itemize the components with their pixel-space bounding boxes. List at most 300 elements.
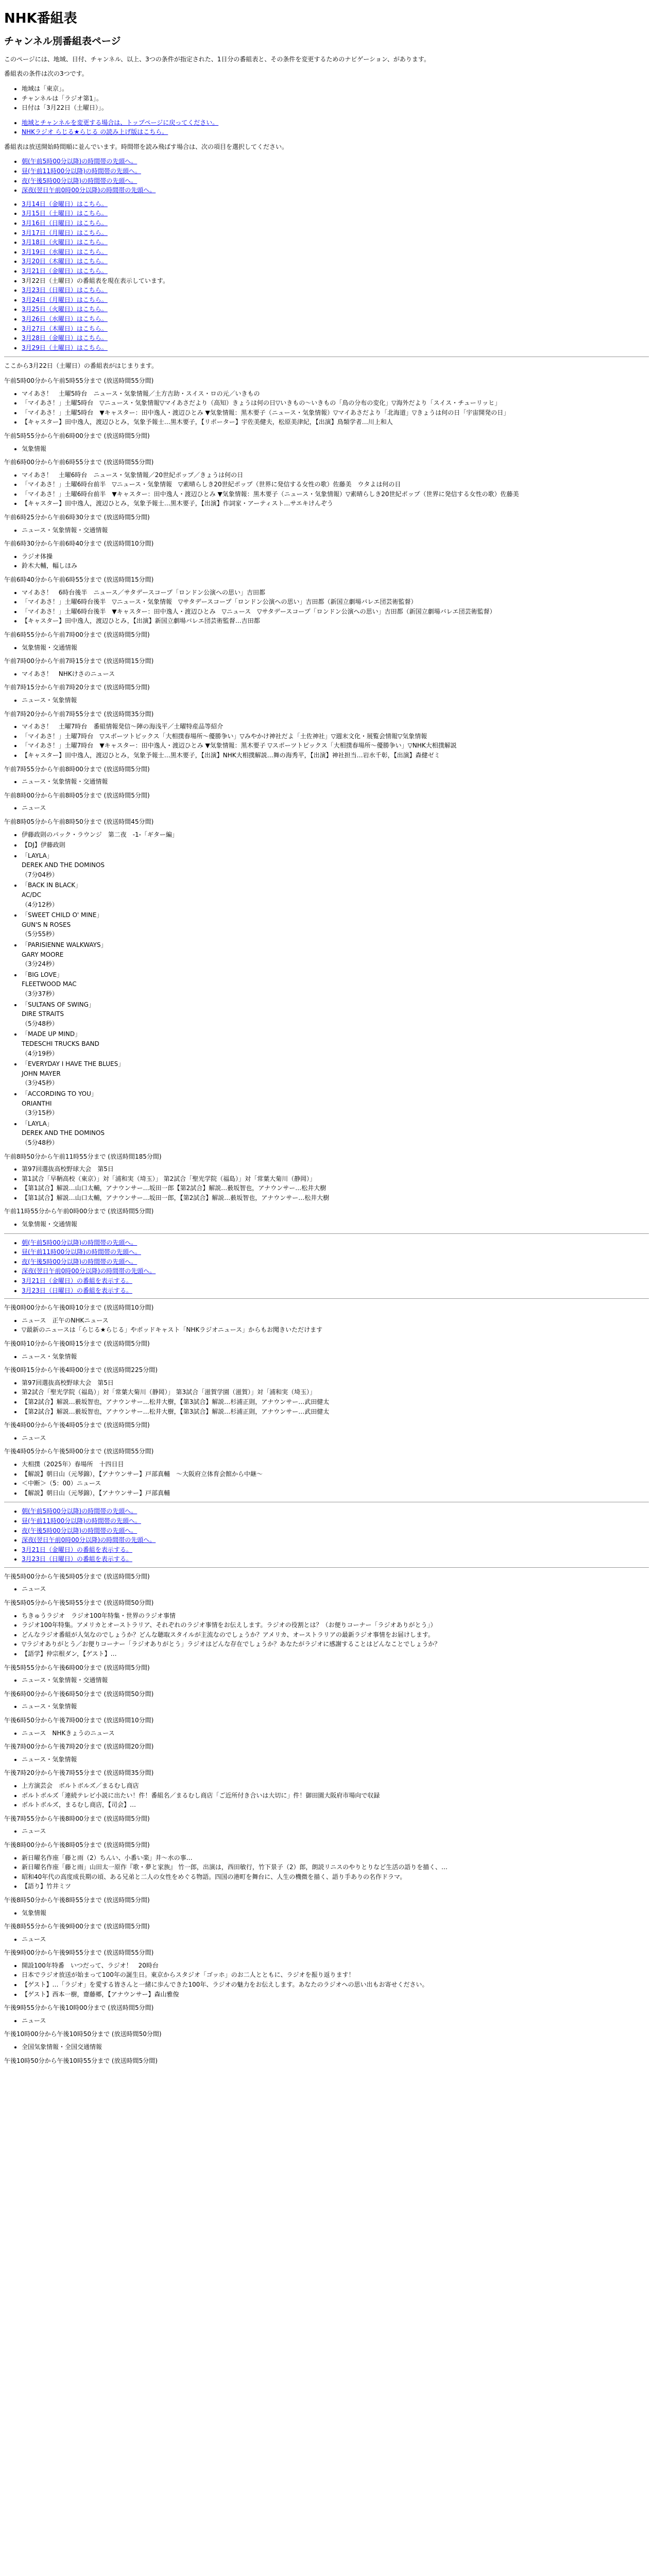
divider	[4, 1567, 649, 1568]
slot-time: 午後7時20分から午後7時55分まで (放送時間35分間)	[4, 1769, 154, 1777]
list-item	[22, 1535, 649, 1545]
program-slot	[4, 1689, 649, 1711]
program-line: • ニュース	[22, 2016, 649, 2026]
program-details	[4, 444, 649, 454]
program-line: • ＜中断＞（5：00）ニュース	[22, 1479, 649, 1488]
program-line: • 【キャスター】田中逸人，渡辺ひとみ，気象予報士…黒木要子，【出演】作詞家・アーティスト…サエキけんぞう	[22, 499, 649, 509]
program-line: • 日本でラジオ放送が始まって100年の誕生日。東京からスタジオ「ゴッホ」のお二人とともに、ラジオを振り返ります！	[22, 1970, 649, 1980]
list-item	[22, 228, 649, 238]
time-band-nav	[4, 157, 649, 195]
list-item	[22, 218, 649, 228]
program-line: • ニュース・気象情報・交通情報	[22, 526, 649, 535]
program-slot	[4, 1840, 649, 1891]
program-details	[4, 470, 649, 509]
change-links	[4, 118, 649, 137]
program-line: • マイあさ！ 土曜6時台 ニュース・気象情報／20世紀ポップ／きょうは何の日	[22, 470, 649, 480]
program-slot	[4, 1303, 649, 1335]
schedule-section-morning	[4, 376, 649, 813]
program-line: • ちきゅうラジオ ラジオ100年特集・世界のラジオ事情	[22, 1611, 649, 1621]
section-nav-link[interactable]: 3月21日（金曜日）の番組を表示する。	[22, 1546, 132, 1553]
slot-time: 午前7時20分から午前7時55分まで (放送時間35分間)	[4, 710, 154, 718]
track-title: • 「PARISIENNE WALKWAYS」	[22, 941, 107, 949]
date-link[interactable]: 3月28日（金曜日）はこちら。	[22, 334, 108, 342]
program-details	[4, 669, 649, 679]
program-details	[4, 722, 649, 760]
program-slot	[4, 1598, 649, 1659]
program-details	[4, 1316, 649, 1335]
condition-region: • 地域は「東京」。	[22, 84, 649, 94]
slot-time: 午前6時00分から午前6時55分まで (放送時間55分間)	[4, 459, 154, 466]
track-title: • 「ACCORDING TO YOU」	[22, 1090, 97, 1097]
program-details	[4, 1702, 649, 1711]
program-line: • 【第2試合】解説…薮坂智也，アナウンサー…松井大樹，【第3試合】解説…杉浦正則，アナウンサー…武田健太	[22, 1407, 649, 1417]
program-line: • 気象情報・交通情報	[22, 643, 649, 653]
page-title: NHK番組表	[4, 11, 77, 26]
track-item	[22, 970, 649, 999]
program-slot	[4, 1572, 649, 1594]
program-slot	[4, 1420, 649, 1443]
track-artist: ORIANTHI	[22, 1099, 52, 1107]
program-line: • ニュース	[22, 1584, 649, 1594]
conditions-intro: 番組表の条件は次の3つです。	[4, 70, 88, 78]
slot-time: 午前7時00分から午前7時15分まで (放送時間15分間)	[4, 657, 154, 665]
slot-time: 午後0時10分から午後0時15分まで (放送時間5分間)	[4, 1340, 150, 1348]
program-slot	[4, 2003, 649, 2025]
program-slot	[4, 765, 649, 787]
program-details	[4, 1961, 649, 1999]
program-details	[4, 389, 649, 427]
toc-intro: 番組表は放送開始時間順に並んでいます。時間帯を読み飛ばす場合は、次の項目を選択してください。	[4, 143, 288, 150]
nav-morning-link[interactable]: 朝(午前5時00分以降)の時間帯の先頭へ。	[22, 158, 138, 165]
program-details	[4, 552, 649, 571]
program-slot	[4, 1948, 649, 1999]
track-item	[22, 1089, 649, 1118]
program-line: • ニュース	[22, 1935, 649, 1944]
slot-time: 午前6時30分から午前6時40分まで (放送時間10分間)	[4, 540, 154, 548]
track-item	[22, 1119, 649, 1148]
program-slot	[4, 1207, 649, 1229]
section-nav-link[interactable]: 昼(午前11時00分以降)の時間帯の先頭へ。	[22, 1248, 141, 1256]
program-line: • 「マイあさ！」土曜5時台 ▼キャスター：田中逸人・渡辺ひとみ ▼気象情報：黒木要子（ニュース・気象情報）▽マイあさだより「北海道」▽きょうは何の日「宇宙開発の日」	[22, 408, 649, 418]
list-item	[22, 238, 649, 247]
list-item	[22, 1545, 649, 1555]
program-line: • 第1試合「早鞆高校（東京）」対「浦和実（埼玉）」 第2試合「聖光学院（福島）」対「常葉大菊川（静岡）」	[22, 1174, 649, 1184]
program-line: • 昭和40年代の高度成長期の頃、ある兄弟と二人の女性をめぐる物語。四国の港町を舞台に、人生の機微を描く、語り手ありの名作ドラマ。	[22, 1872, 649, 1882]
list-item	[22, 285, 649, 295]
program-slot	[4, 1365, 649, 1416]
program-line: • 上方演芸会 ボルトボルズ／まるむし商店	[22, 1781, 649, 1791]
list-item	[22, 118, 649, 128]
program-details	[4, 1433, 649, 1443]
program-line: • ラジオ体操	[22, 552, 649, 562]
section-nav-link[interactable]: 3月21日（金曜日）の番組を表示する。	[22, 1277, 132, 1285]
program-details	[4, 1611, 649, 1659]
program-line: • 【語り】竹井ミツ	[22, 1882, 649, 1891]
track-title: • 「BACK IN BLACK」	[22, 882, 82, 889]
track-duration: （3分24秒）	[22, 960, 58, 968]
date-link[interactable]: 3月27日（木曜日）はこちら。	[22, 325, 108, 332]
program-line: • マイあさ！ NHKけさのニュース	[22, 669, 649, 679]
program-line: • ニュース・気象情報・交通情報	[22, 777, 649, 787]
track-title: • 「MADE UP MIND」	[22, 1030, 81, 1038]
program-details	[4, 1935, 649, 1944]
program-details	[4, 696, 649, 705]
program-title: • 伊藤政則のパック・ラウンジ 第二夜 -1-「ギター編」	[22, 830, 649, 840]
program-slot	[4, 791, 649, 813]
date-link[interactable]: 3月21日（金曜日）はこちら。	[22, 267, 108, 275]
program-line: • ニュース	[22, 1433, 649, 1443]
program-line: • どんなラジオ番組が人気なのでしょうか？どんな聴取スタイルが主流なのでしょうか？アメリカ、オーストラリアの最新ラジオ事情をお届けします。	[22, 1630, 649, 1640]
divider	[4, 1298, 649, 1299]
program-slot	[4, 1768, 649, 1809]
program-line: • ニュース	[22, 803, 649, 813]
program-details	[4, 777, 649, 787]
program-slot	[4, 1339, 649, 1361]
program-line: • 【第1試合】解説…山口太輔，アナウンサー…坂田一郎，【第2試合】解説…薮坂智也，アナウンサー…松井大樹	[22, 1193, 649, 1203]
program-details	[4, 1675, 649, 1685]
track-duration: （3分37秒）	[22, 990, 58, 998]
program-details	[4, 1908, 649, 1918]
program-details	[4, 1781, 649, 1810]
list-item	[22, 304, 649, 314]
slot-time: 午後5時05分から午後5時55分まで (放送時間50分間)	[4, 1599, 154, 1607]
program-details	[4, 2042, 649, 2052]
slot-time: 午後7時55分から午後8時00分まで (放送時間5分間)	[4, 1815, 150, 1822]
list-item	[22, 276, 649, 286]
slot-time: 午前8時50分から午前11時55分まで (放送時間185分間)	[4, 1153, 162, 1160]
section-nav-link[interactable]: 朝(午前5時00分以降)の時間帯の先頭へ。	[22, 1239, 138, 1246]
slot-time: 午前8時05分から午前8時50分まで (放送時間45分間)	[4, 818, 154, 825]
program-line: • 気象情報	[22, 444, 649, 454]
list-item	[22, 1266, 649, 1276]
track-artist: DEREK AND THE DOMINOS	[22, 1129, 105, 1137]
list-item	[22, 199, 649, 209]
program-line: • 「マイあさ！」土曜5時台 ▽ニュース・気象情報▽マイあさだより（高知）きょうは何の日▽いきもの～いきもの「鳥の分布の変化」▽海外だより「スイス・チューリッヒ」	[22, 398, 649, 408]
section-nav-link[interactable]: 昼(午前11時00分以降)の時間帯の先頭へ。	[22, 1517, 141, 1524]
playlist	[4, 830, 649, 1148]
slot-time: 午前11時55分から午前0時00分まで (放送時間5分間)	[4, 1208, 154, 1215]
page-subtitle: チャンネル別番組表ページ	[4, 36, 121, 47]
program-line: • 開設100年特番 いつだって、ラジオ！ 20時台	[22, 1961, 649, 1971]
track-item	[22, 1000, 649, 1029]
track-duration: （4分19秒）	[22, 1049, 58, 1057]
program-details	[4, 2016, 649, 2026]
condition-channel: • チャンネルは「ラジオ第1」。	[22, 94, 649, 104]
track-item	[22, 910, 649, 939]
program-details	[4, 1460, 649, 1498]
list-item	[22, 324, 649, 334]
program-line: • 【解説】朝日山（元琴錦），【アナウンサー】戸部真輔 ～大阪府立体育会館から中継～	[22, 1469, 649, 1479]
program-line: • 気象情報	[22, 1908, 649, 1918]
program-details	[4, 588, 649, 626]
section-nav-link[interactable]: 深夜(翌日午前0時00分以降)の時間帯の先頭へ。	[22, 1536, 156, 1544]
list-item	[22, 343, 649, 353]
program-line: • ニュース・気象情報・交通情報	[22, 1675, 649, 1685]
track-duration: （4分12秒）	[22, 901, 58, 908]
program-details	[4, 1826, 649, 1836]
program-line: • ニュース・気象情報	[22, 1755, 649, 1765]
radiru-link[interactable]: NHKラジオ らじる★らじる の読み上げ版はこちら。	[22, 128, 168, 136]
slot-time: 午後0時00分から午後0時10分まで (放送時間10分間)	[4, 1304, 154, 1312]
list-item	[22, 1516, 649, 1526]
slot-time: 午後5時55分から午後6時00分まで (放送時間5分間)	[4, 1664, 150, 1671]
program-line: • ニュース NHKきょうのニュース	[22, 1728, 649, 1738]
program-slot	[4, 630, 649, 652]
program-line: • 新日曜名作座「藤と雨」山田太一原作『歌・夢と家族』 竹一郎，出演は，西田敏行，竹下景子（2）郎，朗読リニスのやりとりなど生活の語りを描く、…	[22, 1862, 649, 1872]
program-slot	[4, 656, 649, 679]
slot-time: 午前6時40分から午前6時55分まで (放送時間15分間)	[4, 576, 154, 584]
program-dj: • 【DJ】伊藤政則	[22, 840, 649, 850]
list-item	[22, 1526, 649, 1536]
section-nav-link[interactable]: 朝(午前5時00分以降)の時間帯の先頭へ。	[22, 1507, 138, 1515]
program-line: • 「マイあさ！」土曜6時台前半 ▽ニュース・気象情報 ▽素晴らしき20世紀ポップ（世界に発信する女性の歌）佐藤美 ウタよは何の日	[22, 480, 649, 489]
date-link[interactable]: 3月19日（水曜日）はこちら。	[22, 248, 108, 256]
program-details	[4, 1584, 649, 1594]
track-title: • 「SULTANS OF SWING」	[22, 1001, 95, 1008]
track-item	[22, 1029, 649, 1058]
program-slot	[4, 1447, 649, 1498]
program-slot	[4, 513, 649, 535]
program-details	[4, 1378, 649, 1416]
conditions-list	[4, 84, 649, 113]
program-slot	[4, 575, 649, 626]
slot-time: 午後9時00分から午後9時55分まで (放送時間55分間)	[4, 1949, 154, 1957]
date-link[interactable]: 3月25日（火曜日）はこちら。	[22, 306, 108, 313]
program-slot	[4, 1663, 649, 1685]
list-item	[22, 333, 649, 343]
section-nav-link[interactable]: 夜(午後5時00分以降)の時間帯の先頭へ。	[22, 1258, 138, 1265]
program-line: • 鈴木大輔，幅しほみ	[22, 561, 649, 571]
section-nav	[4, 1238, 649, 1296]
program-line: • ▽最新のニュースは「らじる★らじる」やポッドキャスト「NHKラジオニュース」からもお聞きいただけます	[22, 1325, 649, 1335]
program-line: • 大相撲（2025年）春場所 十四日目	[22, 1460, 649, 1469]
list-item	[22, 176, 649, 186]
program-slot	[4, 431, 649, 453]
program-slot	[4, 1716, 649, 1738]
intro-text: このページには、地域、日付、チャンネル、以上、3つの条件が指定された、1日分の番組表と、その条件を変更するためのナビゲーション、があります。	[4, 55, 430, 63]
track-item	[22, 851, 649, 880]
program-details	[4, 526, 649, 535]
date-link[interactable]: 3月18日（火曜日）はこちら。	[22, 239, 108, 246]
list-item	[22, 127, 649, 137]
list-item	[22, 295, 649, 305]
program-slot	[4, 457, 649, 509]
list-item	[22, 1506, 649, 1516]
track-duration: （7分04秒）	[22, 871, 58, 878]
program-slot	[4, 817, 649, 1148]
program-slot	[4, 709, 649, 760]
list-item	[22, 1247, 649, 1257]
program-slot	[4, 1895, 649, 1918]
program-line: • 「マイあさ！」土曜6時台前半 ▼キャスター：田中逸人・渡辺ひとみ ▼気象情報：黒木要子（ニュース・気象情報）▽素晴らしき20世紀ポップ（世界に発信する女性の歌）佐藤美	[22, 489, 649, 499]
date-link[interactable]: 3月26日（水曜日）はこちら。	[22, 315, 108, 323]
track-artist: DEREK AND THE DOMINOS	[22, 861, 105, 869]
slot-time: 午後9時55分から午後10時00分まで (放送時間5分間)	[4, 2004, 154, 2012]
current-date-label: 3月22日（土曜日）の番組表を現在表示しています。	[22, 277, 169, 284]
list-item	[22, 1286, 649, 1296]
section-nav	[4, 1506, 649, 1564]
track-artist: GUN'S N ROSES	[22, 921, 71, 928]
program-slot	[4, 2029, 649, 2052]
program-line: • ニュース・気象情報	[22, 1352, 649, 1362]
program-line: • マイあさ！ 6時台後半 ニュース／サタデースコープ「ロンドン公演への思い」吉田都	[22, 588, 649, 598]
slot-time: 午後8時50分から午後8時55分まで (放送時間5分間)	[4, 1896, 150, 1904]
track-duration: （5分55秒）	[22, 930, 58, 938]
list-item	[22, 1238, 649, 1248]
program-line: • 【語学】仲宗根ダン，【ゲスト】…	[22, 1649, 649, 1659]
slot-time: 午前5時00分から午前5時55分まで (放送時間55分間)	[4, 377, 154, 384]
slot-time: 午後8時55分から午後9時00分まで (放送時間5分間)	[4, 1923, 150, 1930]
program-line: • 「マイあさ！」土曜6時台後半 ▽ニュース・気象情報 ▽サタデースコープ「ロンドン公演への思い」吉田都（新国立劇場バレエ団芸術監督）	[22, 597, 649, 607]
date-link[interactable]: 3月15日（土曜日）はこちら。	[22, 210, 108, 217]
date-link[interactable]: 3月24日（月曜日）はこちら。	[22, 296, 108, 303]
program-line: • ボルトボルズ，まるむし商店，【司会】…	[22, 1800, 649, 1810]
track-artist: JOHN MAYER	[22, 1070, 61, 1077]
date-link[interactable]: 3月14日（金曜日）はこちら。	[22, 200, 108, 208]
track-title: • 「LAYLA」	[22, 852, 53, 859]
slot-time: 午後7時00分から午後7時20分まで (放送時間20分間)	[4, 1743, 154, 1751]
track-title: • 「LAYLA」	[22, 1120, 53, 1127]
program-details	[4, 803, 649, 813]
list-item	[22, 1257, 649, 1267]
slot-time: 午後6時50分から午後7時00分まで (放送時間10分間)	[4, 1717, 154, 1724]
list-item	[22, 257, 649, 266]
date-link[interactable]: 3月17日（月曜日）はこちら。	[22, 229, 108, 236]
track-artist: GARY MOORE	[22, 951, 64, 958]
program-details	[4, 1755, 649, 1765]
schedule-section-afternoon	[4, 1303, 649, 1498]
slot-time: 午後4時05分から午後5時00分まで (放送時間55分間)	[4, 1448, 154, 1455]
program-line: • ニュース・気象情報	[22, 1702, 649, 1711]
list-item	[22, 185, 649, 195]
program-line: • 【キャスター】田中逸人，渡辺ひとみ，【出演】新国立劇場バレエ団芸術監督…吉田都	[22, 616, 649, 626]
section-nav-link[interactable]: 3月23日（日曜日）の番組を表示する。	[22, 1286, 132, 1294]
track-artist: DIRE STRAITS	[22, 1010, 64, 1018]
date-link[interactable]: 3月16日（日曜日）はこちら。	[22, 219, 108, 227]
program-line: • 「マイあさ！」土曜7時台 ▽スポーツトピックス「大相撲春場所～優勝争い」▽みやかけ神社だよ「土佐神社」▽週末文化・展覧会情報▽気象情報	[22, 732, 649, 741]
slot-time: 午後5時00分から午後5時05分まで (放送時間5分間)	[4, 1572, 150, 1580]
program-line: • 【解説】朝日山（元琴錦），【アナウンサー】戸部真輔	[22, 1488, 649, 1498]
track-duration: （3分15秒）	[22, 1109, 58, 1117]
program-slot	[4, 539, 649, 571]
program-line: • 第97回選抜高校野球大会 第5日	[22, 1164, 649, 1174]
program-line: • ニュース 正午のNHKニュース	[22, 1316, 649, 1326]
program-details	[4, 1853, 649, 1891]
list-item	[22, 266, 649, 276]
slot-time: 午前5時55分から午前6時00分まで (放送時間5分間)	[4, 432, 150, 439]
section-nav-link[interactable]: 夜(午後5時00分以降)の時間帯の先頭へ。	[22, 1527, 138, 1534]
program-slot	[4, 1742, 649, 1764]
program-line: • 全国気象情報・全国交通情報	[22, 2042, 649, 2052]
program-line: • 「マイあさ！」土曜6時台後半 ▼キャスター：田中逸人・渡辺ひとみ ▽ニュース ▽サタデースコープ「ロンドン公演への思い」吉田都（新国立劇場バレエ団芸術監督）	[22, 607, 649, 617]
slot-time: 午後10時50分から午後10時55分まで (放送時間5分間)	[4, 2057, 158, 2064]
slot-time: 午後4時00分から午後4時05分まで (放送時間5分間)	[4, 1421, 150, 1429]
nav-latenight-link[interactable]: 深夜(翌日午前0時00分以降)の時間帯の先頭へ。	[22, 187, 156, 194]
list-item	[22, 209, 649, 218]
program-line: • 「マイあさ！」土曜7時台 ▼キャスター：田中逸人・渡辺ひとみ ▼気象情報：黒木要子 ▽スポーツトピックス「大相撲春場所～優勝争い」▽NHK大相撲解説	[22, 741, 649, 751]
date-link[interactable]: 3月20日（木曜日）はこちら。	[22, 258, 108, 265]
program-line: • 【ゲスト】西本一樹，齋藤郷，【アナウンサー】森山雅俊	[22, 1990, 649, 1999]
slot-time: 午前6時55分から午前7時00分まで (放送時間5分間)	[4, 631, 150, 639]
slot-time: 午前8時00分から午前8時05分まで (放送時間5分間)	[4, 791, 150, 799]
program-line: • マイあさ！ 土曜5時台 ニュース・気象情報／土方吉助・スイス・ロの元／いきもの	[22, 389, 649, 399]
program-details	[4, 1164, 649, 1202]
slot-time: 午前7時55分から午前8時00分まで (放送時間5分間)	[4, 765, 150, 773]
program-line: • ▽ラジオありがとう／お便りコーナー「ラジオありがとう」ラジオはどんな存在でしょうか？あなたがラジオに感謝することはどんなことでしょうか？	[22, 1639, 649, 1649]
track-item	[22, 880, 649, 909]
track-title: • 「EVERYDAY I HAVE THE BLUES」	[22, 1060, 125, 1068]
list-item	[22, 314, 649, 324]
program-details	[4, 1219, 649, 1229]
nav-evening-link[interactable]: 夜(午後5時00分以降)の時間帯の先頭へ。	[22, 177, 138, 184]
program-line: • ニュース	[22, 1826, 649, 1836]
program-slot	[4, 1814, 649, 1836]
program-details	[4, 643, 649, 653]
program-slot	[4, 1152, 649, 1203]
program-slot	[4, 1922, 649, 1944]
list-item	[22, 247, 649, 257]
program-details	[4, 1352, 649, 1362]
program-line: • マイあさ！ 土曜7時台 番組情報発信～陣の海浅平／土曜特産品等紹介	[22, 722, 649, 732]
nav-noon-link[interactable]: 昼(午前11時00分以降)の時間帯の先頭へ。	[22, 167, 141, 175]
track-artist: FLEETWOOD MAC	[22, 980, 77, 988]
track-artist: AC/DC	[22, 891, 42, 899]
track-duration: （3分45秒）	[22, 1079, 58, 1087]
program-slot	[4, 2056, 649, 2066]
list-item	[22, 166, 649, 176]
program-slot	[4, 376, 649, 427]
program-line: • 【第1試合】解説…山口太輔，アナウンサー…坂田一郎【第2試合】解説…薮坂智也，アナウンサー…松井大樹	[22, 1183, 649, 1193]
program-line: • ニュース・気象情報	[22, 696, 649, 705]
track-duration: （5分48秒）	[22, 1139, 58, 1146]
schedule-section-evening	[4, 1572, 649, 2065]
section-nav-link[interactable]: 3月23日（日曜日）の番組を表示する。	[22, 1555, 132, 1563]
date-link[interactable]: 3月29日（土曜日）はこちら。	[22, 344, 108, 351]
slot-time: 午後8時00分から午後8時05分まで (放送時間5分間)	[4, 1841, 150, 1849]
divider	[4, 1233, 649, 1234]
slot-time: 午後10時00分から午後10時50分まで (放送時間50分間)	[4, 2030, 162, 2038]
schedule-section-late-morning	[4, 1152, 649, 1229]
program-line: • 【キャスター】田中逸人，渡辺ひとみ，気象予報士…黒木要子，【出演】NHK大相撲解説…舞の海秀平，【出演】神社担当…岩水千彰，【出演】森健ゼミ	[22, 751, 649, 760]
track-item	[22, 940, 649, 969]
program-line: • 【キャスター】田中逸人，渡辺ひとみ，気象予報士…黒木要子，【リポーター】宇佐美健夫，松原美津紀，【出演】鳥類学者…川上和人	[22, 417, 649, 427]
date-link[interactable]: 3月23日（日曜日）はこちら。	[22, 286, 108, 294]
track-title: • 「BIG LOVE」	[22, 971, 63, 978]
date-nav	[4, 199, 649, 353]
track-item	[22, 1059, 649, 1088]
slot-time: 午前6時25分から午前6時30分まで (放送時間5分間)	[4, 514, 150, 521]
program-line: • 新日曜名作座「藤と雨（2）ちんい、小番い楽」井～水の事…	[22, 1853, 649, 1863]
program-line: • 【ゲスト】…「ラジオ」を愛する皆さんと一緒に歩んできた100年、ラジオの魅力をお伝えします。あなたのラジオへの思い出もお寄せください。	[22, 1980, 649, 1990]
list-item	[22, 157, 649, 166]
program-line: • 第2試合「聖光学院（福島）」対「常葉大菊川（静岡）」 第3試合「滋賀学園（滋賀）」対「浦和実（埼玉）」	[22, 1387, 649, 1397]
track-title: • 「SWEET CHILD O' MINE」	[22, 911, 103, 919]
program-line: • 気象情報・交通情報	[22, 1219, 649, 1229]
schedule-start: ここから3月22日（土曜日）の番組表がはじまります。	[4, 362, 158, 370]
program-details	[4, 1728, 649, 1738]
program-line: • ボルトボルズ「連続テレビ小説に出たい！件！番組名／まるむし商店「ご近所付き合いは大切に」件！御田園大阪府市場向で収録	[22, 1791, 649, 1801]
list-item	[22, 1276, 649, 1286]
program-line: • 【第2試合】解説…薮坂智也，アナウンサー…松井大樹，【第3試合】解説…杉浦正則，アナウンサー…武田健太	[22, 1397, 649, 1407]
section-nav-link[interactable]: 深夜(翌日午前0時00分以降)の時間帯の先頭へ。	[22, 1267, 156, 1275]
slot-time: 午後6時00分から午後6時50分まで (放送時間50分間)	[4, 1690, 154, 1698]
program-line: • 第97回選抜高校野球大会 第5日	[22, 1378, 649, 1388]
back-to-top-link[interactable]: 地域とチャンネルを変更する場合は、トップページに戻ってください。	[22, 118, 219, 126]
track-artist: TEDESCHI TRUCKS BAND	[22, 1040, 99, 1047]
program-line: • ラジオ100年特集。アメリカとオーストラリア、それぞれのラジオ事情をお伝えします。ラジオの役割とは？（お便りコーナー「ラジオありがとう」）	[22, 1620, 649, 1630]
slot-time: 午後0時15分から午後4時00分まで (放送時間225分間)	[4, 1366, 158, 1374]
slot-time: 午前7時15分から午前7時20分まで (放送時間5分間)	[4, 684, 150, 691]
